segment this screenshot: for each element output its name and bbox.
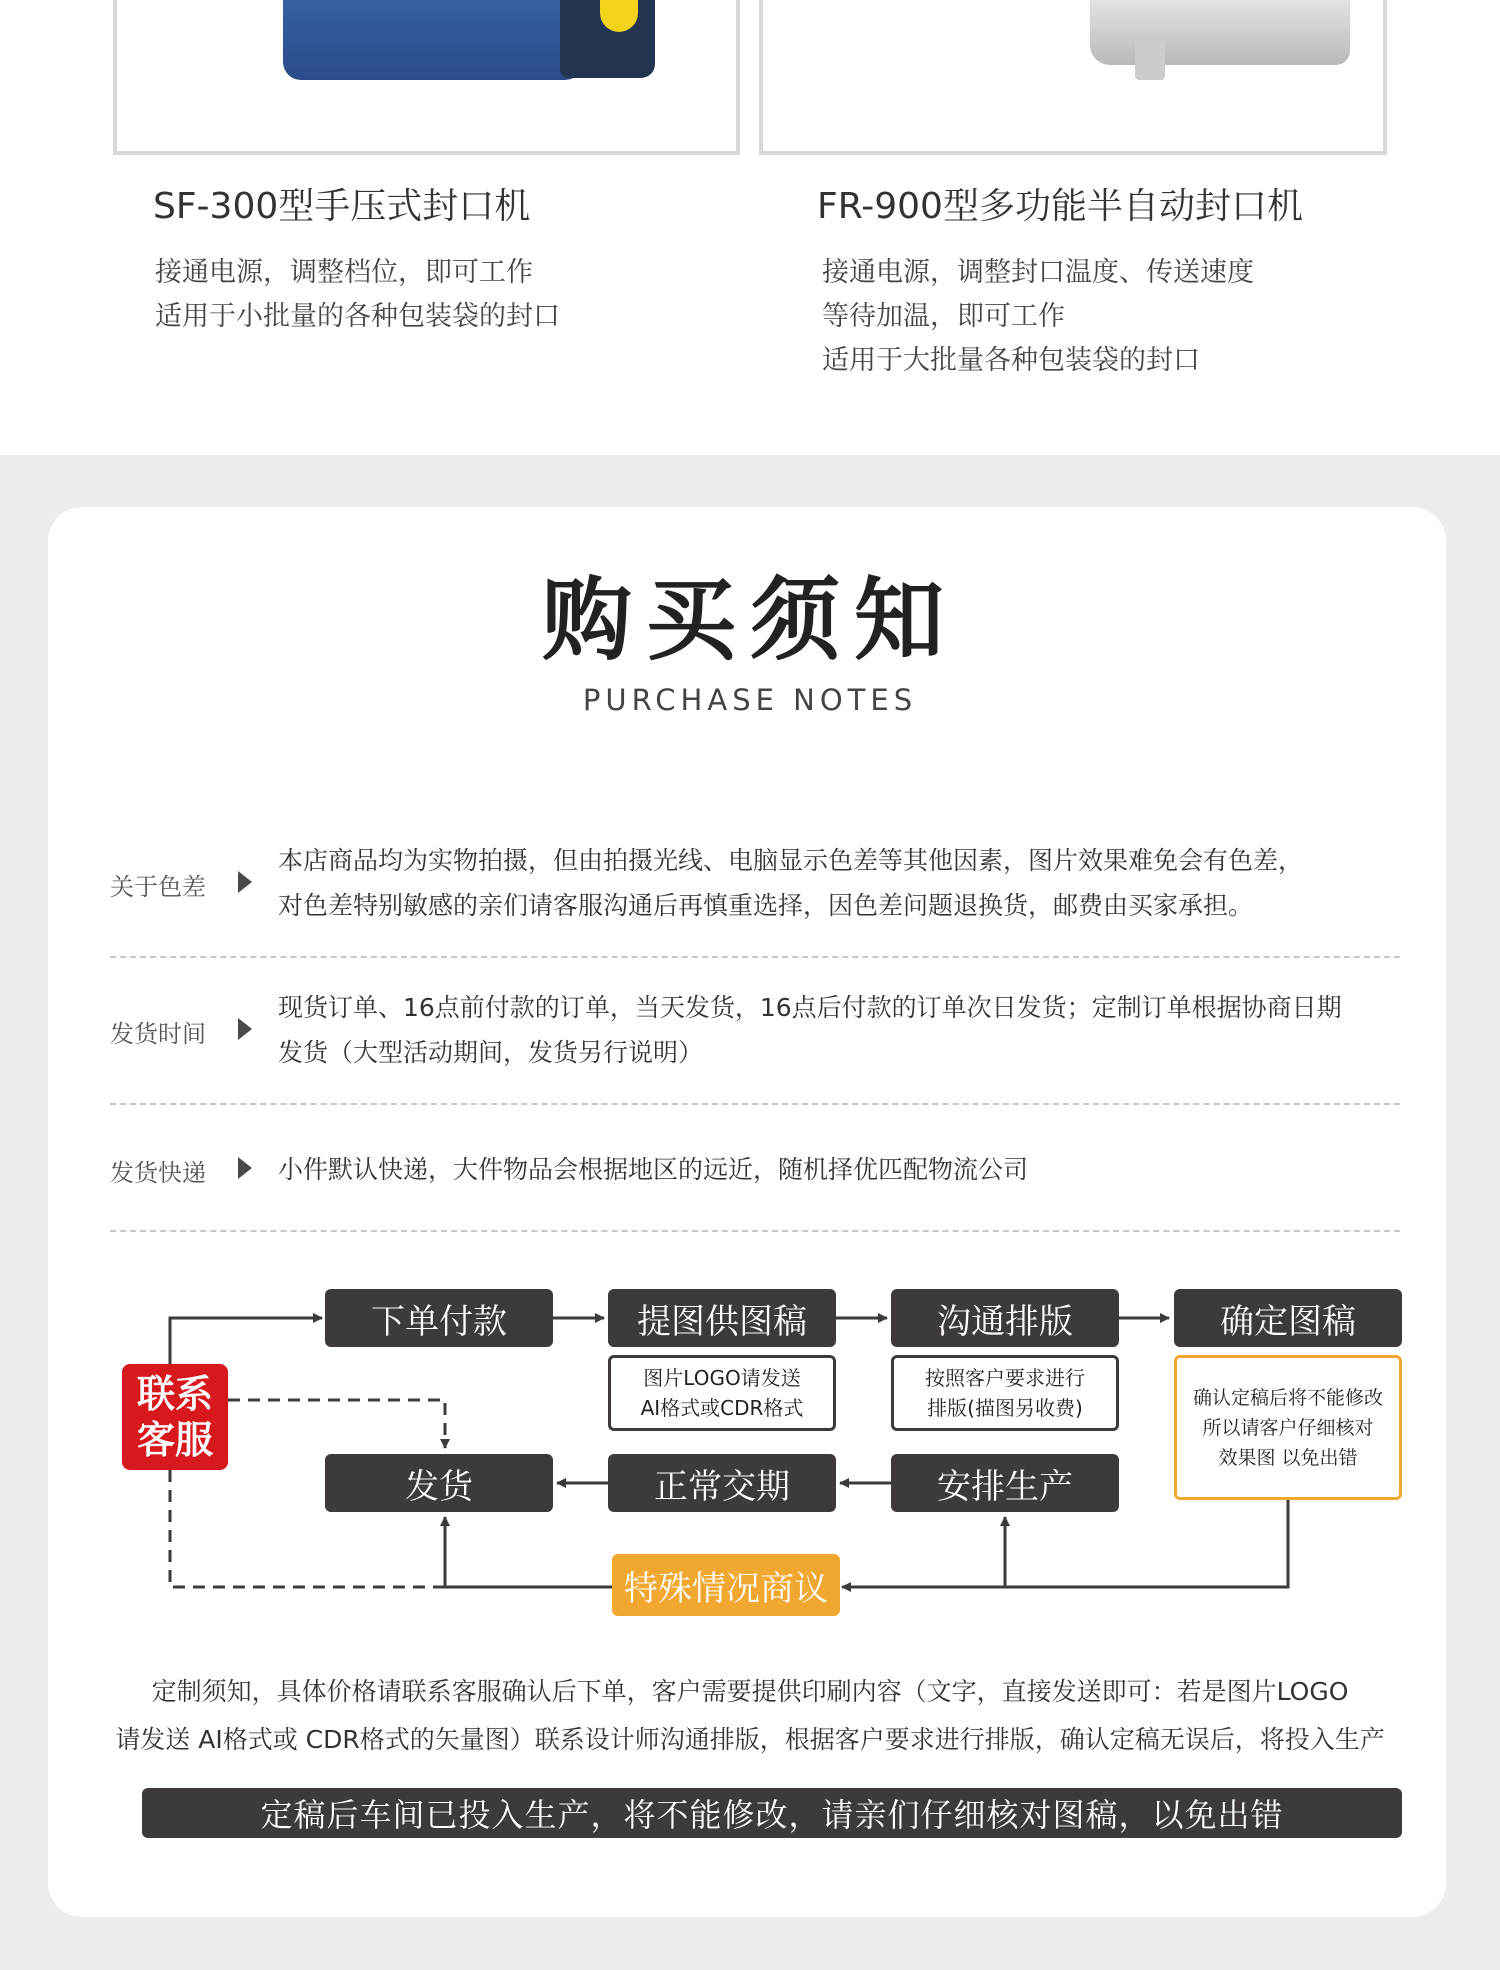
step-confirm-artwork: 确定图稿 [1174, 1289, 1402, 1347]
page-subtitle: PURCHASE NOTES [582, 683, 918, 717]
step-ship: 发货 [325, 1454, 553, 1512]
contact-service-badge[interactable] [122, 1364, 228, 1470]
product-title-sf300: SF-300型手压式封口机 [153, 186, 531, 227]
step-layout: 沟通排版 [891, 1289, 1119, 1347]
step-order-pay: 下单付款 [325, 1289, 553, 1347]
step-provide-artwork: 提图供图稿 [608, 1289, 836, 1347]
contact-line: 客服 [136, 1418, 213, 1462]
rule-label-ship-time: 发货时间 [110, 1020, 206, 1048]
note-line: 按照客户要求进行 [925, 1366, 1085, 1390]
page-title: 购买须知 [542, 568, 958, 673]
rule-text-line: 发货（大型活动期间，发货另行说明） [278, 1038, 704, 1067]
rule-text-line: 对色差特别敏感的亲们请客服沟通后再慎重选择，因色差问题退换货，邮费由买家承担。 [278, 891, 1254, 920]
rule-label-express: 发货快递 [110, 1159, 206, 1187]
note-line: 排版(描图另收费) [927, 1396, 1083, 1420]
note-line: 确认定稿后将不能修改 [1192, 1386, 1383, 1409]
product-desc-line: 适用于大批量各种包装袋的封口 [822, 345, 1200, 376]
contact-line: 联系 [136, 1372, 213, 1416]
custom-notice-line: 定制须知，具体价格请联系客服确认后下单，客户需要提供印刷内容（文字，直接发送即可：若是图片LOGO [151, 1677, 1349, 1706]
note-line: 效果图 以免出错 [1218, 1446, 1358, 1469]
note-line: 图片LOGO请发送 [643, 1366, 801, 1390]
step-arrange-production: 安排生产 [891, 1454, 1119, 1512]
step-normal-delivery: 正常交期 [608, 1454, 836, 1512]
product-desc-line: 接通电源，调整封口温度、传送速度 [822, 257, 1254, 288]
product-desc-line: 接通电源，调整档位，即可工作 [155, 257, 533, 288]
warning-bar: 定稿后车间已投入生产，将不能修改，请亲们仔细核对图稿，以免出错 [142, 1788, 1402, 1838]
rule-text-line: 现货订单、16点前付款的订单，当天发货，16点后付款的订单次日发货；定制订单根据协商日期 [278, 993, 1342, 1022]
rule-text-line: 本店商品均为实物拍摄，但由拍摄光线、电脑显示色差等其他因素，图片效果难免会有色差， [278, 846, 1304, 875]
rule-text-line: 小件默认快递，大件物品会根据地区的远近，随机择优匹配物流公司 [278, 1155, 1029, 1184]
note-confirm-warning [1174, 1355, 1402, 1500]
note-layout-fee [891, 1355, 1119, 1431]
note-line: 所以请客户仔细核对 [1202, 1416, 1374, 1439]
note-artwork-format [608, 1355, 836, 1431]
custom-notice-line: 请发送 AI格式或 CDR格式的矢量图）联系设计师沟通排版，根据客户要求进行排版，确认定稿无误后，将投入生产 [115, 1725, 1385, 1754]
product-title-fr900: FR-900型多功能半自动封口机 [817, 186, 1303, 227]
rule-label-color: 关于色差 [110, 873, 206, 901]
special-case-badge: 特殊情况商议 [612, 1554, 840, 1616]
product-desc-line: 适用于小批量的各种包装袋的封口 [155, 301, 560, 332]
product-desc-line: 等待加温，即可工作 [822, 301, 1065, 332]
note-line: AI格式或CDR格式 [640, 1396, 804, 1420]
